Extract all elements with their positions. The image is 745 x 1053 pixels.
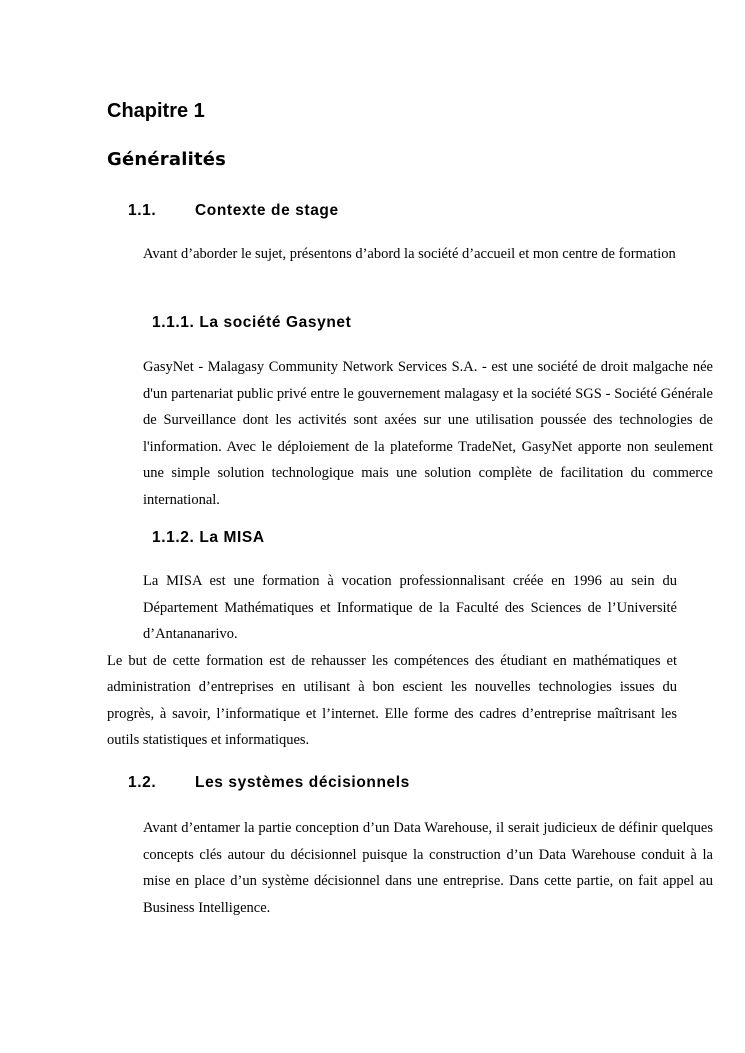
section-title: Contexte de stage: [195, 202, 339, 219]
section-heading-1-1: [128, 202, 339, 220]
section-title: Les systèmes décisionnels: [195, 774, 410, 791]
section-number: 1.1.2.: [152, 529, 195, 546]
chapter-title: Généralités: [107, 149, 227, 170]
paragraph-gasynet: GasyNet - Malagasy Community Network Services S.A. - est une société de droit malgache née d'un partenariat public privé entre le gouvernement malagasy et la société SGS - Société Générale de Surveillance dont les activités sont axées sur une utilisation poussée des technologies de l'information. Avec le déploiement de la plateforme TradeNet, GasyNet apporte non seulement une simple solution technologique mais une solution complète de facilitation du commerce international.: [143, 359, 713, 508]
paragraph-intro: Avant d’aborder le sujet, présentons d’abord la société d’accueil et mon centre de formation: [143, 246, 676, 262]
paragraph-misa-part1: La MISA est une formation à vocation professionnalisant créée en 1996 au sein du Département Mathématiques et Informatique de la Faculté des Sciences de l’Université d’Antananarivo.: [143, 573, 677, 642]
section-title: La société Gasynet: [199, 314, 352, 331]
section-number: 1.1.1.: [152, 314, 195, 331]
section-number: 1.2.: [128, 774, 157, 791]
section-heading-1-1-2: [152, 529, 265, 547]
paragraph-misa-part2: Le but de cette formation est de rehausser les compétences des étudiant en mathématiques et administration d’entreprises en utilisant à bon escient les nouvelles technologies issues du progrès, à savoir, l’informatique et l’internet. Elle forme des cadres d’entreprise maîtrisant les outils statistiques et informatiques.: [107, 652, 677, 748]
section-number: 1.1.: [128, 202, 157, 219]
chapter-label: Chapitre 1: [107, 100, 205, 122]
section-title: La MISA: [199, 529, 265, 546]
section-heading-1-1-1: [152, 314, 351, 332]
paragraph-misa: [107, 568, 677, 754]
section-heading-1-2: [128, 774, 410, 792]
paragraph-decisionnel: Avant d’entamer la partie conception d’un Data Warehouse, il serait judicieux de définir quelques concepts clés autour du décisionnel puisque la construction d’un Data Warehouse conduit à la mise en place d’un système décisionnel dans une entreprise. Dans cette partie, on fait appel au Business Intelligence.: [143, 820, 713, 916]
